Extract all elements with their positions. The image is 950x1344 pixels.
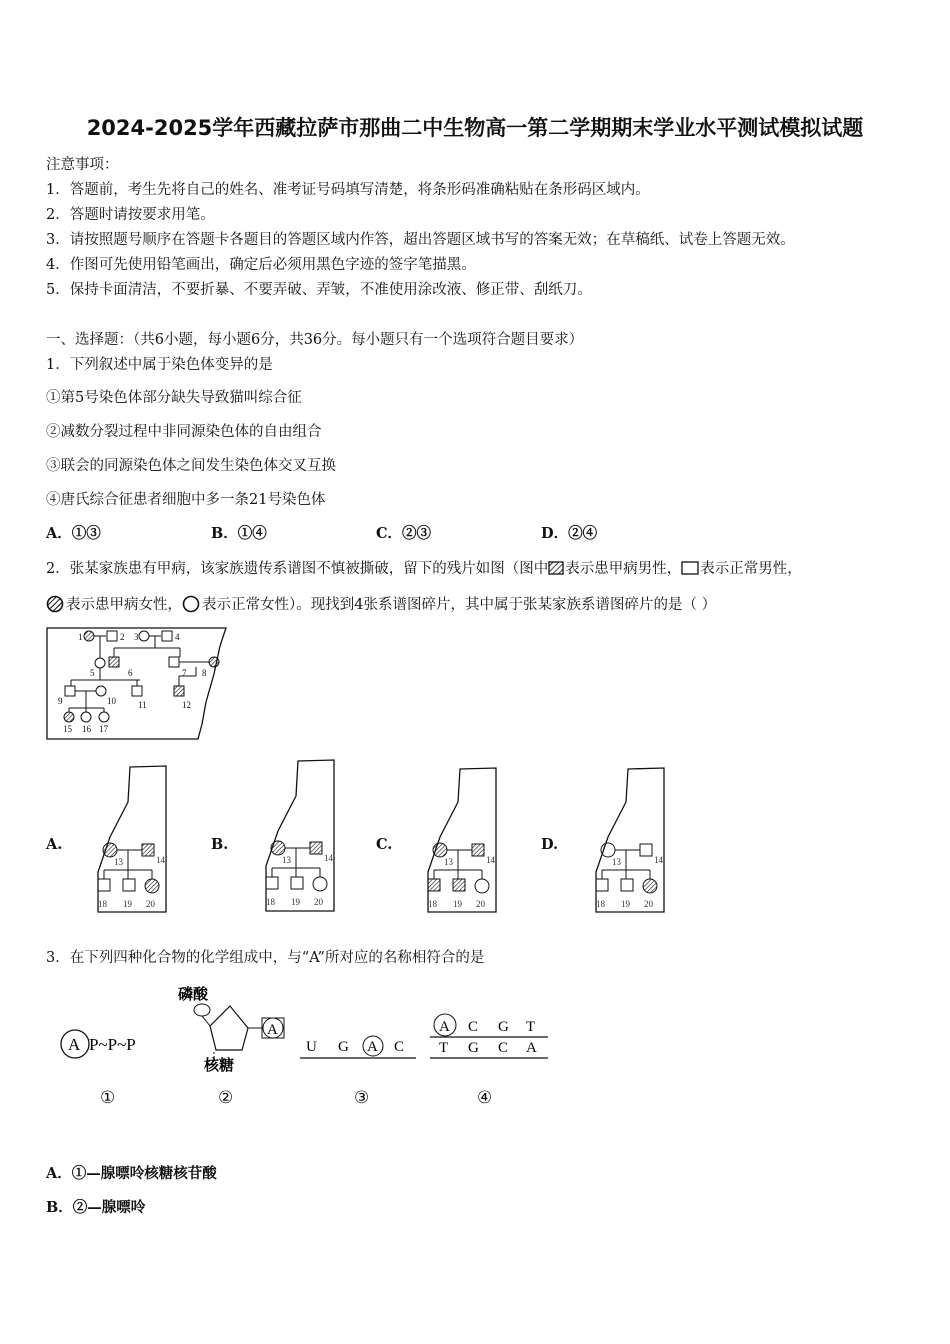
fragment-label: 13 <box>612 857 621 867</box>
page-title: 2024-2025学年西藏拉萨市那曲二中生物高一第二学期期末学业水平测试模拟试题 <box>86 116 864 140</box>
fragment-label: 19 <box>621 899 630 909</box>
fig4-bottom-base: C <box>498 1040 509 1056</box>
q2-stem-part: 表示患甲病男性， <box>565 561 682 577</box>
pedigree-label: 6 <box>128 668 133 678</box>
fragment-label: 20 <box>644 899 653 909</box>
fig3-base: G <box>338 1039 349 1055</box>
q2-option-d[interactable]: D. <box>541 836 559 853</box>
fig3-base: U <box>306 1039 317 1055</box>
pedigree-label: 5 <box>90 668 95 678</box>
notice-item: 4．作图可先使用铅笔画出，确定后必须用黑色字迹的签字笔描黑。 <box>46 257 476 273</box>
fig4-top-base: G <box>498 1019 509 1035</box>
fragment-label: 20 <box>146 899 155 909</box>
pedigree-label: 12 <box>182 700 191 710</box>
fragment-label: 18 <box>98 899 107 909</box>
pedigree-label: 3 <box>134 632 139 642</box>
fragment-label: 14 <box>654 855 663 865</box>
fragment-label: 19 <box>291 897 300 907</box>
fig1-circled-letter: A <box>68 1035 81 1054</box>
q2-stem-part: 表示正常女性）。现找到4张系谱图碎片，其中属于张某家族系谱图碎片的是（ ） <box>202 597 717 613</box>
q1-statement: ③联会的同源染色体之间发生染色体交叉互换 <box>46 458 336 474</box>
fig2-ribose-label: 核糖 <box>204 1058 235 1074</box>
fragment-c <box>420 764 500 917</box>
figure-nucleotide <box>178 980 296 1075</box>
fragment-label: 18 <box>428 899 437 909</box>
fragment-d <box>588 764 668 917</box>
q1-statement: ②减数分裂过程中非同源染色体的自由组合 <box>46 424 322 440</box>
pedigree-label: 16 <box>82 724 91 734</box>
question-3-stem: 3．在下列四种化合物的化学组成中，与“A”所对应的名称相符合的是 <box>46 950 485 966</box>
figure-dna <box>428 1010 552 1070</box>
pedigree-main <box>44 624 230 744</box>
pedigree-label: 4 <box>175 632 180 642</box>
fragment-label: 13 <box>114 857 123 867</box>
q1-option-c[interactable]: C．②③ <box>376 525 432 542</box>
fig4-bottom-base: G <box>468 1040 479 1056</box>
fragment-label: 14 <box>156 855 165 865</box>
notice-item: 3．请按照题号顺序在答题卡各题目的答题区域内作答，超出答题区域书写的答案无效；在草稿纸、试卷上答题无效。 <box>46 232 795 248</box>
fig2-circled-letter: A <box>267 1022 278 1038</box>
notice-heading: 注意事项： <box>46 157 119 173</box>
q2-option-c[interactable]: C. <box>376 836 393 853</box>
affected-female-icon <box>46 595 66 613</box>
fragment-label: 20 <box>476 899 485 909</box>
fig4-top-base: C <box>468 1019 479 1035</box>
q2-stem-part: 表示正常男性， <box>700 561 802 577</box>
pedigree-label: 11 <box>138 700 147 710</box>
q1-option-a[interactable]: A．①③ <box>46 525 101 542</box>
fragment-label: 14 <box>486 855 495 865</box>
q2-option-a[interactable]: A. <box>46 836 63 853</box>
pedigree-label: 1 <box>78 632 83 642</box>
q1-statement: ④唐氏综合征患者细胞中多一条21号染色体 <box>46 492 326 508</box>
q3-option-a[interactable]: A．①—腺嘌呤核糖核苷酸 <box>46 1165 217 1182</box>
fig4-top-base: T <box>526 1019 536 1035</box>
fragment-label: 19 <box>123 899 132 909</box>
pedigree-label: 2 <box>120 632 125 642</box>
fragment-label: 13 <box>444 857 453 867</box>
fragment-b <box>258 756 338 916</box>
question-2-stem <box>46 557 802 578</box>
fig-number: ② <box>218 1088 234 1108</box>
figure-atp <box>58 1024 168 1064</box>
pedigree-label: 7 <box>182 668 187 678</box>
fig-number: ④ <box>477 1088 493 1108</box>
question-2-stem-line2 <box>46 593 716 614</box>
pedigree-label: 8 <box>202 668 207 678</box>
fig3-base: C <box>394 1039 405 1055</box>
normal-male-icon <box>681 561 700 575</box>
fig4-top-base: A <box>439 1019 450 1035</box>
q1-option-d[interactable]: D．②④ <box>541 525 598 542</box>
affected-male-icon <box>548 561 565 575</box>
notice-item: 1．答题前，考生先将自己的姓名、准考证号码填写清楚，将条形码准确粘贴在条形码区域内。 <box>46 182 650 198</box>
figure-rna <box>298 1034 420 1068</box>
q2-stem-part: 表示患甲病女性， <box>66 597 182 613</box>
fig3-base: A <box>367 1039 378 1055</box>
fig-number: ③ <box>354 1088 370 1108</box>
fragment-label: 19 <box>453 899 462 909</box>
notice-item: 2．答题时请按要求用笔。 <box>46 207 215 223</box>
fig4-bottom-base: A <box>526 1040 537 1056</box>
normal-female-icon <box>182 595 202 613</box>
fig1-phosphates: P~P~P <box>89 1035 136 1054</box>
pedigree-label: 15 <box>63 724 72 734</box>
pedigree-label: 10 <box>107 696 116 706</box>
q2-stem-part: 2．张某家族患有甲病，该家族遗传系谱图不慎被撕破，留下的残片如图（图中 <box>46 561 549 577</box>
q1-option-b[interactable]: B．①④ <box>211 525 267 542</box>
fig2-phosphate-label: 磷酸 <box>178 987 209 1003</box>
notice-item: 5．保持卡面清洁，不要折暴、不要弄破、弄皱，不准使用涂改液、修正带、刮纸刀。 <box>46 282 592 298</box>
fig4-bottom-base: T <box>439 1040 449 1056</box>
section-heading: 一、选择题：（共6小题，每小题6分，共36分。每小题只有一个选项符合题目要求） <box>46 332 584 348</box>
fragment-a <box>90 762 170 917</box>
question-1-stem: 1．下列叙述中属于染色体变异的是 <box>46 357 273 373</box>
q1-statement: ①第5号染色体部分缺失导致猫叫综合征 <box>46 390 302 406</box>
fragment-label: 18 <box>596 899 605 909</box>
fragment-label: 13 <box>282 855 291 865</box>
fig-number: ① <box>100 1088 116 1108</box>
fragment-label: 14 <box>324 853 333 863</box>
pedigree-label: 9 <box>58 696 63 706</box>
q2-option-b[interactable]: B. <box>211 836 229 853</box>
fragment-label: 18 <box>266 897 275 907</box>
pedigree-label: 17 <box>99 724 108 734</box>
fragment-label: 20 <box>314 897 323 907</box>
q3-option-b[interactable]: B．②—腺嘌呤 <box>46 1199 146 1216</box>
